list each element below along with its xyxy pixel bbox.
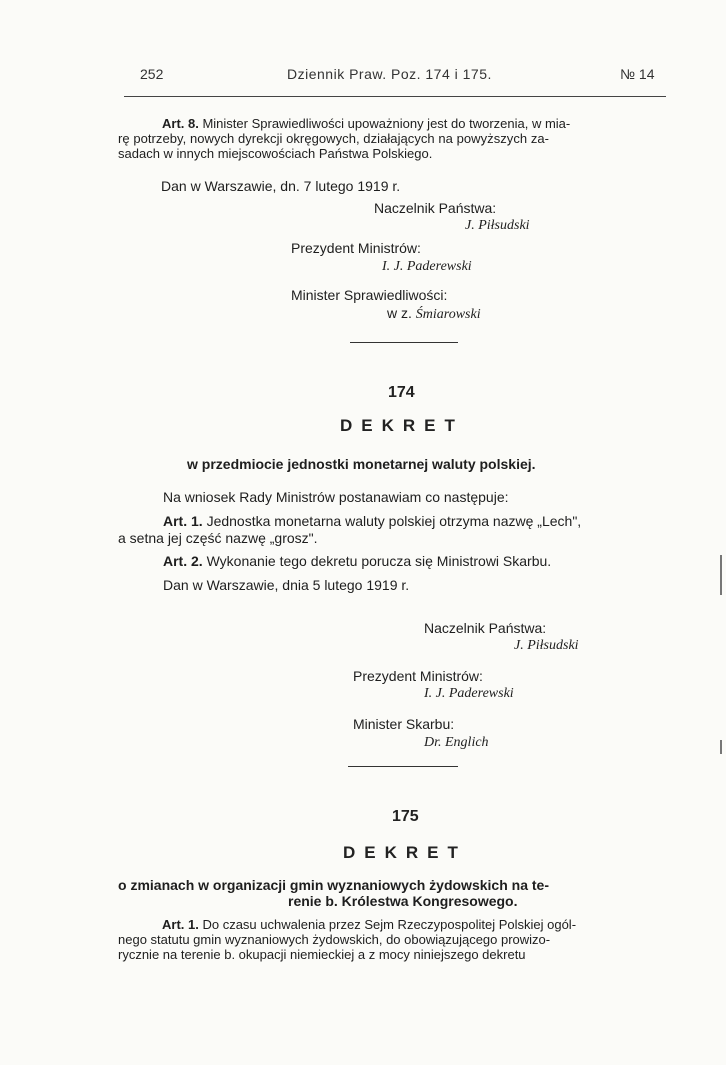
pm-title-1: Prezydent Ministrów:: [291, 240, 421, 256]
decree-174-minister-name: Dr. Englich: [424, 735, 489, 750]
decree-174-art2: [163, 553, 551, 569]
decree-174-number: 174: [388, 384, 415, 401]
decree-175-subtitle-line1: o zmianach w organizacji gmin wyznaniowych żydowskich na te-: [118, 877, 549, 893]
decree-174-pm-title: Prezydent Ministrów:: [353, 668, 483, 684]
decree-174-art2-label: Art. 2.: [163, 553, 203, 569]
art8-text-line1: Minister Sprawiedliwości upoważniony jest do tworzenia, w mia-: [202, 116, 571, 131]
page-number: 252: [140, 66, 164, 82]
decree-174-heading: DEKRET: [340, 416, 464, 435]
art8-text-line3: sadach w innych miejscowościach Państwa Polskiego.: [118, 146, 433, 161]
decree-174-minister-title: Minister Skarbu:: [353, 716, 455, 732]
issue-number: № 14: [620, 66, 655, 82]
decree-174-art1-text-line1: Jednostka monetarna waluty polskiej otrzyma nazwę „Lech",: [206, 513, 582, 529]
journal-title: Dziennik Praw. Poz. 174 i 175.: [287, 66, 492, 82]
decree-174-art2-text: Wykonanie tego dekretu porucza się Ministrowi Skarbu.: [206, 553, 552, 569]
decree-174-pm-name: I. J. Paderewski: [424, 686, 514, 701]
decree-174-subtitle: w przedmiocie jednostki monetarnej waluty polskiej.: [187, 456, 536, 472]
art8-line1: [162, 116, 570, 131]
pm-name-1: I. J. Paderewski: [382, 259, 472, 274]
decree-174-art1-line1: [163, 513, 581, 529]
decree-175-number: 175: [392, 808, 419, 825]
decree-174-chief-title: Naczelnik Państwa:: [424, 620, 547, 636]
decree-175-subtitle-line2: renie b. Królestwa Kongresowego.: [288, 893, 518, 909]
decree-175-art1-line1: [162, 917, 576, 932]
decree-174-preamble: Na wniosek Rady Ministrów postanawiam co następuje:: [163, 489, 509, 505]
chief-title-1: Naczelnik Państwa:: [374, 200, 497, 216]
decree-175-art1-text-line1: Do czasu uchwalenia przez Sejm Rzeczypospolitej Polskiej ogól-: [202, 917, 577, 932]
decree-175-art1-label: Art. 1.: [162, 917, 199, 932]
scan-edge-mark-2: [720, 740, 722, 754]
section-separator-2: [348, 766, 458, 767]
art8-text-line2: rę potrzeby, nowych dyrekcji okręgowych, działających na powyższych za-: [118, 131, 550, 146]
scan-edge-mark: [720, 555, 722, 595]
decree-174-art1-text-line2: a setna jej część nazwę „grosz".: [118, 530, 318, 546]
decree-175-art1-text-line2: nego statutu gmin wyznaniowych żydowskich, do obowiązującego prowizo-: [118, 932, 551, 947]
minister-name-line-1: [387, 305, 481, 323]
decree-175-heading: DEKRET: [343, 843, 467, 862]
minister-title-1: Minister Sprawiedliwości:: [291, 287, 448, 303]
decree-174-art1-label: Art. 1.: [163, 513, 203, 529]
chief-name-1: J. Piłsudski: [465, 218, 530, 233]
section-separator: [350, 342, 458, 343]
date-line-1: Dan w Warszawie, dn. 7 lutego 1919 r.: [161, 178, 401, 194]
header-rule: [124, 96, 666, 97]
minister-name-1: Śmiarowski: [415, 307, 481, 322]
decree-175-art1-text-line3: rycznie na terenie b. okupacji niemieckiej a z mocy niniejszego dekretu: [118, 947, 526, 962]
art8-label: Art. 8.: [162, 116, 199, 131]
minister-name-prefix: w z.: [387, 305, 412, 321]
decree-174-chief-name: J. Piłsudski: [514, 638, 579, 653]
decree-174-date-line: Dan w Warszawie, dnia 5 lutego 1919 r.: [163, 577, 410, 593]
